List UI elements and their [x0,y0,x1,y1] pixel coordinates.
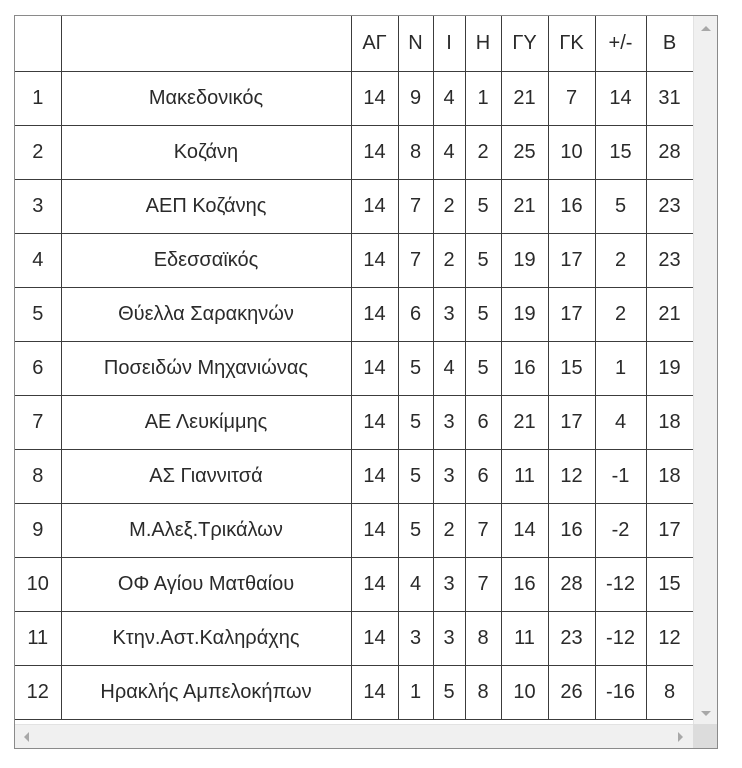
goals-for-cell: 16 [501,558,548,612]
goals-for-cell: 21 [501,396,548,450]
goal-difference-cell: 14 [595,72,646,126]
team-name-cell: Μ.Αλεξ.Τρικάλων [61,504,351,558]
table-row [15,558,693,612]
draws-cell: 5 [433,666,465,720]
wins-cell: 4 [398,558,433,612]
goal-difference-cell: 1 [595,342,646,396]
wins-cell: 5 [398,450,433,504]
draws-cell: 3 [433,612,465,666]
played-cell: 14 [351,666,398,720]
goals-for-cell: 19 [501,288,548,342]
table-row [15,450,693,504]
goals-for-cell: 19 [501,234,548,288]
goal-difference-cell: -2 [595,504,646,558]
table-row [15,504,693,558]
standings-table-viewport [15,16,693,724]
losses-cell: 2 [465,126,501,180]
standings-scroll-container [14,15,718,749]
played-cell: 14 [351,504,398,558]
goals-against-cell: 7 [548,72,595,126]
table-row [15,180,693,234]
position-cell: 1 [15,72,61,126]
position-cell: 10 [15,558,61,612]
team-name-cell: Κτην.Αστ.Καληράχης [61,612,351,666]
goals-against-cell: 17 [548,234,595,288]
losses-cell: 8 [465,666,501,720]
header-losses: Η [465,16,501,72]
losses-cell: 7 [465,504,501,558]
table-row [15,396,693,450]
draws-cell: 4 [433,72,465,126]
horizontal-scrollbar[interactable] [15,724,693,749]
header-draws: Ι [433,16,465,72]
team-name-cell: Κοζάνη [61,126,351,180]
position-cell: 2 [15,126,61,180]
goal-difference-cell: 4 [595,396,646,450]
wins-cell: 9 [398,72,433,126]
header-position [15,16,61,72]
points-cell: 31 [646,72,693,126]
goal-difference-cell: -12 [595,612,646,666]
goal-difference-cell: -12 [595,558,646,612]
goal-difference-cell: 5 [595,180,646,234]
goals-against-cell: 10 [548,126,595,180]
played-cell: 14 [351,342,398,396]
goal-difference-cell: 2 [595,234,646,288]
table-row [15,342,693,396]
goals-against-cell: 26 [548,666,595,720]
goals-against-cell: 17 [548,396,595,450]
losses-cell: 5 [465,180,501,234]
points-cell: 15 [646,558,693,612]
goals-against-cell: 28 [548,558,595,612]
goals-against-cell: 17 [548,288,595,342]
team-name-cell: Ποσειδών Μηχανιώνας [61,342,351,396]
played-cell: 14 [351,72,398,126]
team-name-cell: Εδεσσαϊκός [61,234,351,288]
goals-against-cell: 16 [548,504,595,558]
vertical-scrollbar[interactable] [693,16,718,724]
table-row [15,666,693,720]
goals-for-cell: 16 [501,342,548,396]
draws-cell: 2 [433,234,465,288]
points-cell: 8 [646,666,693,720]
table-row [15,288,693,342]
position-cell: 9 [15,504,61,558]
draws-cell: 3 [433,558,465,612]
draws-cell: 3 [433,450,465,504]
wins-cell: 7 [398,234,433,288]
header-goals-against: ΓΚ [548,16,595,72]
team-name-cell: ΑΣ Γιαννιτσά [61,450,351,504]
losses-cell: 6 [465,450,501,504]
points-cell: 12 [646,612,693,666]
points-cell: 28 [646,126,693,180]
wins-cell: 3 [398,612,433,666]
losses-cell: 8 [465,612,501,666]
losses-cell: 6 [465,396,501,450]
wins-cell: 1 [398,666,433,720]
goals-for-cell: 10 [501,666,548,720]
losses-cell: 7 [465,558,501,612]
arrow-up-icon[interactable] [701,26,711,31]
team-name-cell: ΑΕ Λευκίμμης [61,396,351,450]
position-cell: 12 [15,666,61,720]
points-cell: 18 [646,450,693,504]
goals-for-cell: 11 [501,612,548,666]
goals-for-cell: 21 [501,180,548,234]
played-cell: 14 [351,612,398,666]
losses-cell: 5 [465,288,501,342]
header-goal-difference: +/- [595,16,646,72]
goals-for-cell: 25 [501,126,548,180]
draws-cell: 3 [433,288,465,342]
wins-cell: 6 [398,288,433,342]
goals-for-cell: 21 [501,72,548,126]
goal-difference-cell: -1 [595,450,646,504]
scrollbar-corner [693,724,717,748]
team-name-cell: ΑΕΠ Κοζάνης [61,180,351,234]
goals-against-cell: 15 [548,342,595,396]
played-cell: 14 [351,126,398,180]
wins-cell: 7 [398,180,433,234]
draws-cell: 3 [433,396,465,450]
draws-cell: 2 [433,504,465,558]
header-row [15,16,693,72]
team-name-cell: Ηρακλής Αμπελοκήπων [61,666,351,720]
position-cell: 4 [15,234,61,288]
header-played: ΑΓ [351,16,398,72]
table-row [15,234,693,288]
header-points: Β [646,16,693,72]
wins-cell: 5 [398,342,433,396]
played-cell: 14 [351,288,398,342]
played-cell: 14 [351,180,398,234]
position-cell: 3 [15,180,61,234]
goal-difference-cell: -16 [595,666,646,720]
points-cell: 17 [646,504,693,558]
goal-difference-cell: 2 [595,288,646,342]
header-wins: Ν [398,16,433,72]
goals-against-cell: 12 [548,450,595,504]
table-row [15,612,693,666]
team-name-cell: Μακεδονικός [61,72,351,126]
wins-cell: 5 [398,396,433,450]
position-cell: 5 [15,288,61,342]
losses-cell: 1 [465,72,501,126]
wins-cell: 5 [398,504,433,558]
arrow-right-icon[interactable] [678,732,683,742]
header-team [61,16,351,72]
table-row [15,126,693,180]
goals-against-cell: 16 [548,180,595,234]
table-row [15,72,693,126]
header-goals-for: ΓΥ [501,16,548,72]
played-cell: 14 [351,450,398,504]
points-cell: 21 [646,288,693,342]
position-cell: 11 [15,612,61,666]
losses-cell: 5 [465,342,501,396]
goals-for-cell: 11 [501,450,548,504]
draws-cell: 4 [433,342,465,396]
points-cell: 18 [646,396,693,450]
goals-for-cell: 14 [501,504,548,558]
points-cell: 23 [646,180,693,234]
points-cell: 19 [646,342,693,396]
goals-against-cell: 23 [548,612,595,666]
wins-cell: 8 [398,126,433,180]
draws-cell: 4 [433,126,465,180]
points-cell: 23 [646,234,693,288]
arrow-down-icon[interactable] [701,711,711,716]
goal-difference-cell: 15 [595,126,646,180]
played-cell: 14 [351,234,398,288]
draws-cell: 2 [433,180,465,234]
losses-cell: 5 [465,234,501,288]
played-cell: 14 [351,396,398,450]
standings-table [15,16,693,720]
team-name-cell: ΟΦ Αγίου Ματθαίου [61,558,351,612]
arrow-left-icon[interactable] [24,732,29,742]
position-cell: 7 [15,396,61,450]
position-cell: 8 [15,450,61,504]
position-cell: 6 [15,342,61,396]
team-name-cell: Θύελλα Σαρακηνών [61,288,351,342]
played-cell: 14 [351,558,398,612]
